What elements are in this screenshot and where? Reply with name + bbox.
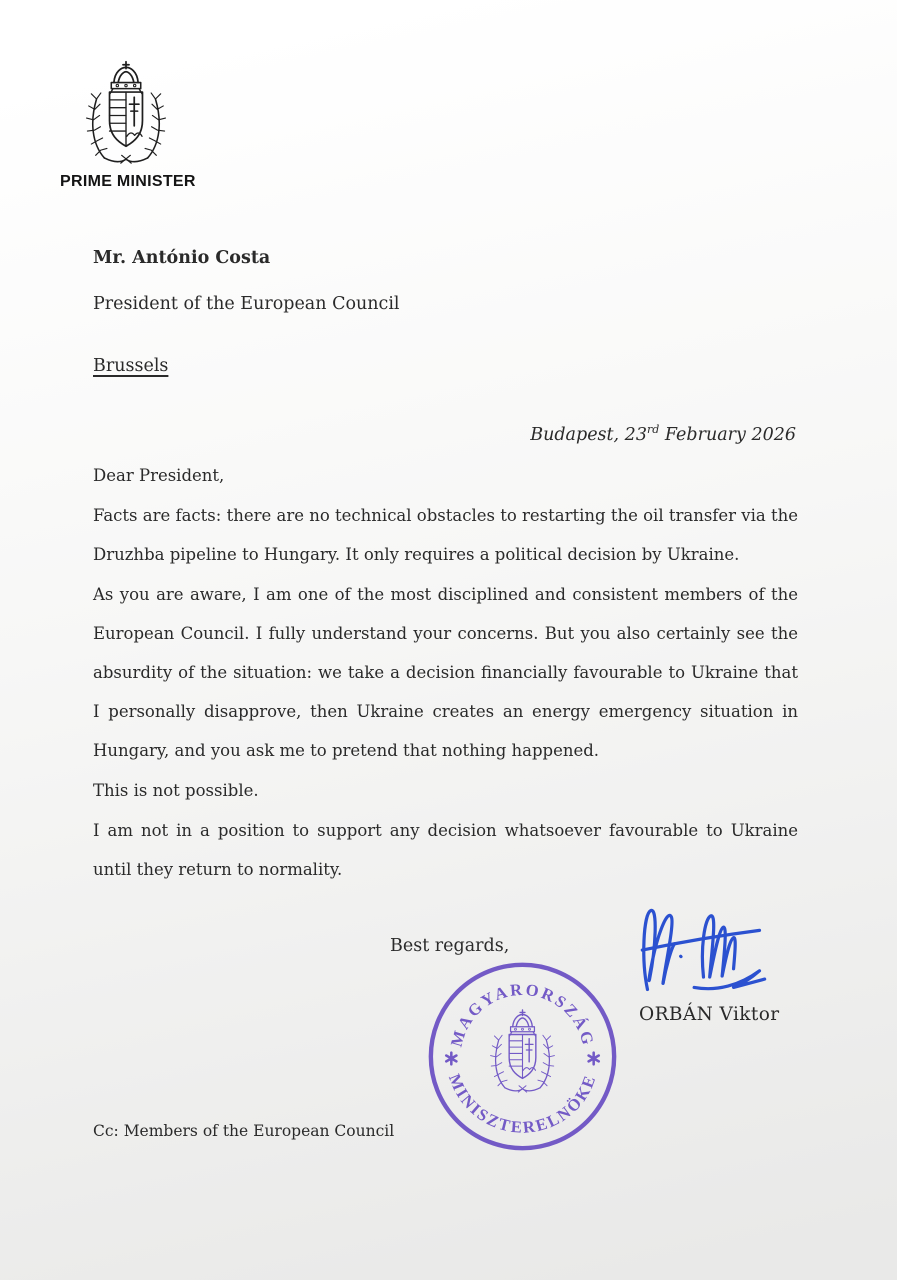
body-paragraph-4: I am not in a position to support any decision whatsoever favourable to Ukraine until they return to normality. [93,821,798,879]
recipient-name: Mr. António Costa [93,248,271,268]
recipient-city: Brussels [93,356,169,376]
letterhead [60,60,196,191]
cc-line: Cc: Members of the European Council [93,1122,395,1140]
recipient-block [93,247,400,378]
handwritten-signature-icon [634,896,774,1000]
dateline-prefix: Budapest, 23 [530,424,647,445]
body-paragraph-1: Facts are facts: there are no technical obstacles to restarting the oil transfer via the Druzhba pipeline to Hungary. It only requires a political decision by Ukraine. [93,506,799,564]
salutation: Dear President, [93,466,225,485]
hungarian-coat-of-arms-icon [80,60,172,164]
body-paragraph-2: As you are aware, I am one of the most disciplined and consistent members of the European Council. I fully understand your concerns. But you also certainly see the absurdity of the situation: we take a decision financially favourable to Ukraine that I personally disapprove, then Ukraine creates an energy emergency situation in Hungary, and you ask me to pretend that nothing happened. [93,585,798,760]
body-paragraph-3: This is not possible. [93,781,259,800]
signer-name: ORBÁN Viktor [639,1004,780,1025]
stamp-bottom-text: MINISZTERELNÖKE [444,1071,600,1137]
stamp-coat-of-arms-icon [491,1010,555,1092]
recipient-role: President of the European Council [93,294,400,314]
dateline [530,423,796,445]
official-round-stamp-icon [425,959,620,1154]
dateline-suffix: February 2026 [659,424,796,445]
stamp-top-text: MAGYARORSZÁG [446,979,599,1049]
letterhead-title: PRIME MINISTER [60,173,196,190]
letter-body [93,456,798,890]
dateline-ordinal: rd [646,423,660,436]
valediction: Best regards, [390,936,510,956]
